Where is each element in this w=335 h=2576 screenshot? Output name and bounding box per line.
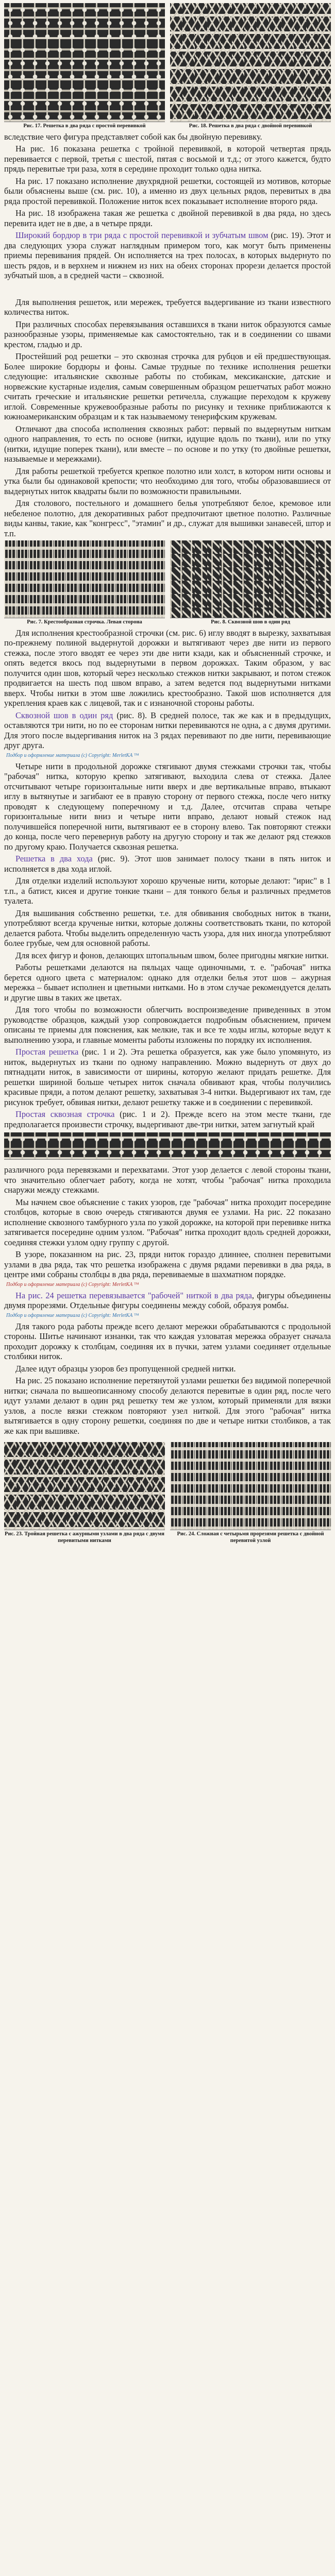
lace-image-18	[170, 3, 331, 122]
lace-image-23	[4, 1442, 165, 1530]
figure-23	[4, 1442, 165, 1546]
paragraph-with-heading: На рис. 24 решетка перевязывается "рабочей" ниткой в два ряда, фигуры объединены двумя прорезями. Отдельные фигуры соединены между собой, образуя ромбы.	[4, 1290, 331, 1311]
figure-row-7-8	[4, 540, 331, 628]
paragraph: вследствие чего фигура представляет собой как бы двойную перевивку.	[4, 131, 262, 142]
section-heading: Простая решетка	[15, 1047, 79, 1057]
paragraph: Для выполнения решеток, или мережек, требуется выдергивание из ткани известного количества ниток.	[4, 297, 331, 317]
paragraph-with-heading: Простая сквозная строчка (рис. 1 и 2). Прежде всего на этом месте ткани, где предполагается произвести строчку, выдергивают две-три нитки, затем загнутый край	[4, 1109, 331, 1129]
figure-7-caption: Рис. 7. Крестообразная строчка. Левая сторона	[27, 619, 142, 625]
figure-23-caption: Рис. 23. Тройная решетка с ажурными узлами в два ряда с двумя перевитыми нитками	[5, 1531, 164, 1544]
figure-18-caption: Рис. 18. Решетка в два ряда с двойной перевивкой	[189, 123, 312, 129]
lace-image-17	[4, 3, 165, 122]
figure-7	[4, 540, 165, 628]
paragraph: Четыре нити в продольной дорожке стягивают двумя стежками строчки так, чтобы "рабочая" нитка, которую крепко затягивают, выходила слева от стежка. Далее отсчитывают четыре горизонтальные нити вверх и две вертикальные вправо, втыкают иглу в вытянутые и загибают ее в правую сторону от первого стежка, после чего нитку проводят к следующему поперечному и т.д. Далее, отсчитав справа четыре горизонтальные нити вниз и четыре нити вправо, делают новый стежок над получившейся поперечной нити, вытягивают ее в сторону влево. Так повторяют стежки до конца, после чего перевернув работу на другую сторону и так же делают ряд стежков по другому краю. Получается сквозная решетка.	[4, 761, 331, 852]
watermark: Подбор и оформление материала (c) Copyright: MerletKA ™	[6, 1281, 139, 1287]
paragraph: Для работы решеткой требуется крепкое полотно или холст, в котором нити основы и утка были бы одинаковой крепости; что необходимо для того, чтобы образовавшиеся от выдернутых ниток квадраты были по возможности правильными.	[4, 466, 331, 496]
paragraph: На рис. 25 показано исполнение перетянутой узлами решетки без видимой поперечной нитки; сначала по вышеописанному способу делаются перевитые в один ряд, после чего идут узлами делают в один ряд решетку тем же узлом, который применяли для вязки узлов, а после вязки стежком повторяют узел ниткой. Для этого "рабочая" нитка вытягивается в одну сторону решетки, соединяя по две и четыре нитки столбиков, а так же как при вышивке.	[4, 1376, 331, 1436]
paragraph-with-heading: Сквозной шов в один ряд (рис. 8). В средней полосе, так же как и в предыдущих, оставляются три нити, но по ее сторонам нитки перевиваются не одна, а с двумя другими. Для этого после выдергивания ниток на 3 рядах перевивают по две нити, перевивающие друг друга.	[4, 710, 331, 751]
watermark: Подбор и оформление материала (c) Copyright: MerletKA ™	[6, 1312, 139, 1318]
section-heading: На рис. 24 решетка перевязывается "рабочей" ниткой в два ряда	[15, 1290, 252, 1300]
paragraph: Для такого рода работы прежде всего делают мережки обрабатываются с продольной стороны. Шитье начинают изнанки, так что каждая узловатая мережка образует сначала проходит дорожку к столбцам, соединяя их в пучки, затем узлами соединяет отдельные столбики ниток.	[4, 1321, 331, 1362]
figure-8	[170, 540, 331, 628]
figure-24-caption: Рис. 24. Сложная с четырьмя прорезями решетка с двойной перевитой узлой	[177, 1531, 324, 1544]
figure-row-17-18	[4, 3, 331, 132]
figure-18	[170, 3, 331, 132]
paragraph: При различных способах перевязывания оставшихся в ткани ниток образуются самые разнообразные узоры, применяемые как самостоятельно, так и в соединении со швами крестом, гладью и др.	[4, 319, 331, 349]
paragraph: На рис. 17 показано исполнение двухрядной решетки, состоящей из мотивов, которые были объяснены выше (см. рис. 10), а именно из двух цельных рядов, перевитых в два ряда простой перевивкой. Положение ниток всех показывает исполнение второго ряда.	[4, 176, 331, 206]
lace-image-24	[170, 1442, 331, 1530]
paragraph: Далее идут образцы узоров без пропущенной средней нитки.	[15, 1363, 236, 1374]
lace-image-7	[4, 540, 165, 618]
paragraph-with-heading: Простая решетка (рис. 1 и 2). Эта решетка образуется, как уже было упомянуто, из ниток, выдернутых из ткани по одному направлению. Можно выдернуть от двух до пятнадцати ниток, в зависимости от ширины, которую желают придать решетке. Для решетки шириной больше четырех ниток сначала обвивают края, чтобы получились красивые пряди, а потом делают решетку, захватывая 3-4 нитки. Выдергивают их там, где рисунок требует, обвивая нитки, делают решетку также и в соединении с перевивкой.	[4, 1047, 331, 1107]
paragraph: Для исполнения крестообразной строчки (см. рис. 6) иглу вводят в вырезку, захватывая по-прежнему полиной выдернутой дорожки и вытягивают через две нити из первого стежка, после этого вводят ее через эти две нити кзади, как и объясненный строчке, и опять ведется вкось под выдернутыми в первом дорожках. Таким образом, у вас получится один шов, который через несколько стежков нитки закрывают, и потом стежок продвигается на шесть под швом вправо, а затем ведется под выдернутыми нитками вверх. Чтобы нитки в этом шве ложились крестообразно. Такой шов исполняется для укрепления краев как с лицевой, так и с изнаночной стороны работы.	[4, 628, 331, 708]
lace-image-8	[170, 540, 331, 618]
figure-17	[4, 3, 165, 132]
watermark: Подбор и оформление материала (c) Copyright: MerletKA ™	[6, 752, 139, 758]
paragraph-with-heading: Широкий бордюр в три ряда с простой перевивкой и зубчатым швом (рис. 19). Этот и два следующих узора служат наглядным примером того, как могут быть применены приемы перевивания прядей. Он исполняется на трех полосах, в которых выдернуто по шесть рядов, и в верхнем и нижнем из них на обеих сторонах прорези делается простой зубчатый шов, а в средней части – сквозной.	[4, 230, 331, 281]
paragraph: различного рода перевязками и перехватами. Этот узор делается с левой стороны ткани, что значительно облегчает работу, когда не хотят, чтобы "рабочая" нитка проходила снаружи между стежками.	[4, 1165, 331, 1195]
paragraph: Отличают два способа исполнения сквозных работ: первый по выдернутым ниткам одного направления, то есть по основе (нитки, идущие вдоль по ткани), или по утку (нитки, идущие поперек ткани), или вместе – по основе и по утку (то двойные решетки, называемые и мережками).	[4, 423, 331, 464]
paragraph: На рис. 18 изображена такая же решетка с двойной перевивкой в два ряда, но здесь перевита идет не в две, а в четыре пряди.	[4, 208, 331, 228]
section-heading: Сквозной шов в один ряд	[15, 710, 113, 720]
paragraph: В узоре, показанном на рис. 23, пряди ниток гораздо длиннее, сполнен перевитыми узлами в два ряда, так что решетка изображена с двумя рядами перевивки в два ряда, в центре ими собраны столбцы в два ряда, перевиваемые в шахматном порядке.	[4, 1249, 331, 1280]
paragraph: Работы решетками делаются на пяльцах чаще одиночными, т. е. "рабочая" нитка берется одного цвета с материалом: однако для отделки белья этот шов – ажурная мережка – бывает исполнен и цветными нитками. Но в этом случае рекомендуется делать и другие швы в таких же цветах.	[4, 962, 331, 1003]
paragraph: Простейший род решетки – это сквозная строчка для рубцов и ей предшествующая. Более широкие бордюры и фоны. Самые трудные по технике исполнения решетки следующие: итальянские сквозные работы по стобикам, мексиканские, датские и норвежские кустарные изделия, самым совершенным образцом решетчатых работ можно считать греческие и итальянские решетки ретичелла, служащие переходом к кружеву иглой. Современные кружевообразные работы по рисунку и технике приближаются к южноамериканским образцам и к так называемому тенерифским кружевам.	[4, 351, 331, 422]
paragraph: Мы начнем свое объяснение с таких узоров, где "рабочая" нитка проходит посередине столбцов, которые в свою очередь стягиваются двумя ее узлами. На рис. 22 показано исполнение сквозного тамбурного узла по узкой дорожке, на которой при перевивке нитка затягивается посередине одним узлом. "Рабочая" нитка проходит вдоль средней дорожки, соединяя стежки узлом одну группу с другой.	[4, 1197, 331, 1247]
figure-24	[170, 1442, 331, 1546]
paragraph: Для вышивания собственно решетки, т.е. для обвивания свободных ниток в ткани, употребляют всегда крученые нитки, которые должны соответствовать ткани, по которой делается работа. Чтобы выделить определенную часть узора, для них иногда употребляют более грубые, чем для основной работы.	[4, 908, 331, 948]
section-heading: Простая сквозная строчка	[15, 1109, 115, 1120]
lace-strip	[4, 1132, 331, 1160]
paragraph: Для столового, постельного и домашнего белья употребляют белое, кремовое или небеленое полотно, для декоративных работ предпочитают цветное полотно. Различные виды канвы, такие, как "конгресс", "этамин" и др., служат для вышивки занавесей, штор и т.п.	[4, 498, 331, 538]
paragraph: Для всех фигур и фонов, делающих штопальным швом, более пригодны мягкие нитки.	[15, 950, 329, 960]
paragraph: На рис. 16 показана решетка с тройной перевивкой, в которой четвертая прядь перевивается с первой, третья с шестой, пятая с восьмой и т.д.; от этого кажется, будто прядь перевитые три раза, хотя в середине проходит только одна нитка.	[4, 144, 331, 174]
figure-8-caption: Рис. 8. Сквозной шов в один ряд	[211, 619, 290, 625]
figure-17-caption: Рис. 17. Решетка в два ряда с простой перевивкой	[23, 123, 146, 129]
paragraph: Для отделки изделий используют хорошо крученые нити, которые делают: "ирис" в 1 т.п., а батист, кисея и другие тонкие ткани – для тонкого белья и различных предметов туалета.	[4, 876, 331, 906]
section-heading: Широкий бордюр в три ряда с простой перевивкой и зубчатым швом	[15, 230, 269, 241]
paragraph: Для того чтобы по возможности облегчить воспроизведение приведенных в этом руководстве образцов, каждый узор сопровождается подробным объяснением, причем описаны те приемы для пояснения, как мелкие, так и все те ходы иглы, которые ведут к выполнению узора, и главные моменты работы изложены по порядку их исполнения.	[4, 1005, 331, 1045]
paragraph-with-heading: Решетка в два хода (рис. 9). Этот шов занимает полосу ткани в пять ниток и исполняется в два хода иглой.	[4, 854, 331, 874]
section-heading: Решетка в два хода	[15, 854, 93, 864]
figure-row-23-24	[4, 1442, 331, 1546]
